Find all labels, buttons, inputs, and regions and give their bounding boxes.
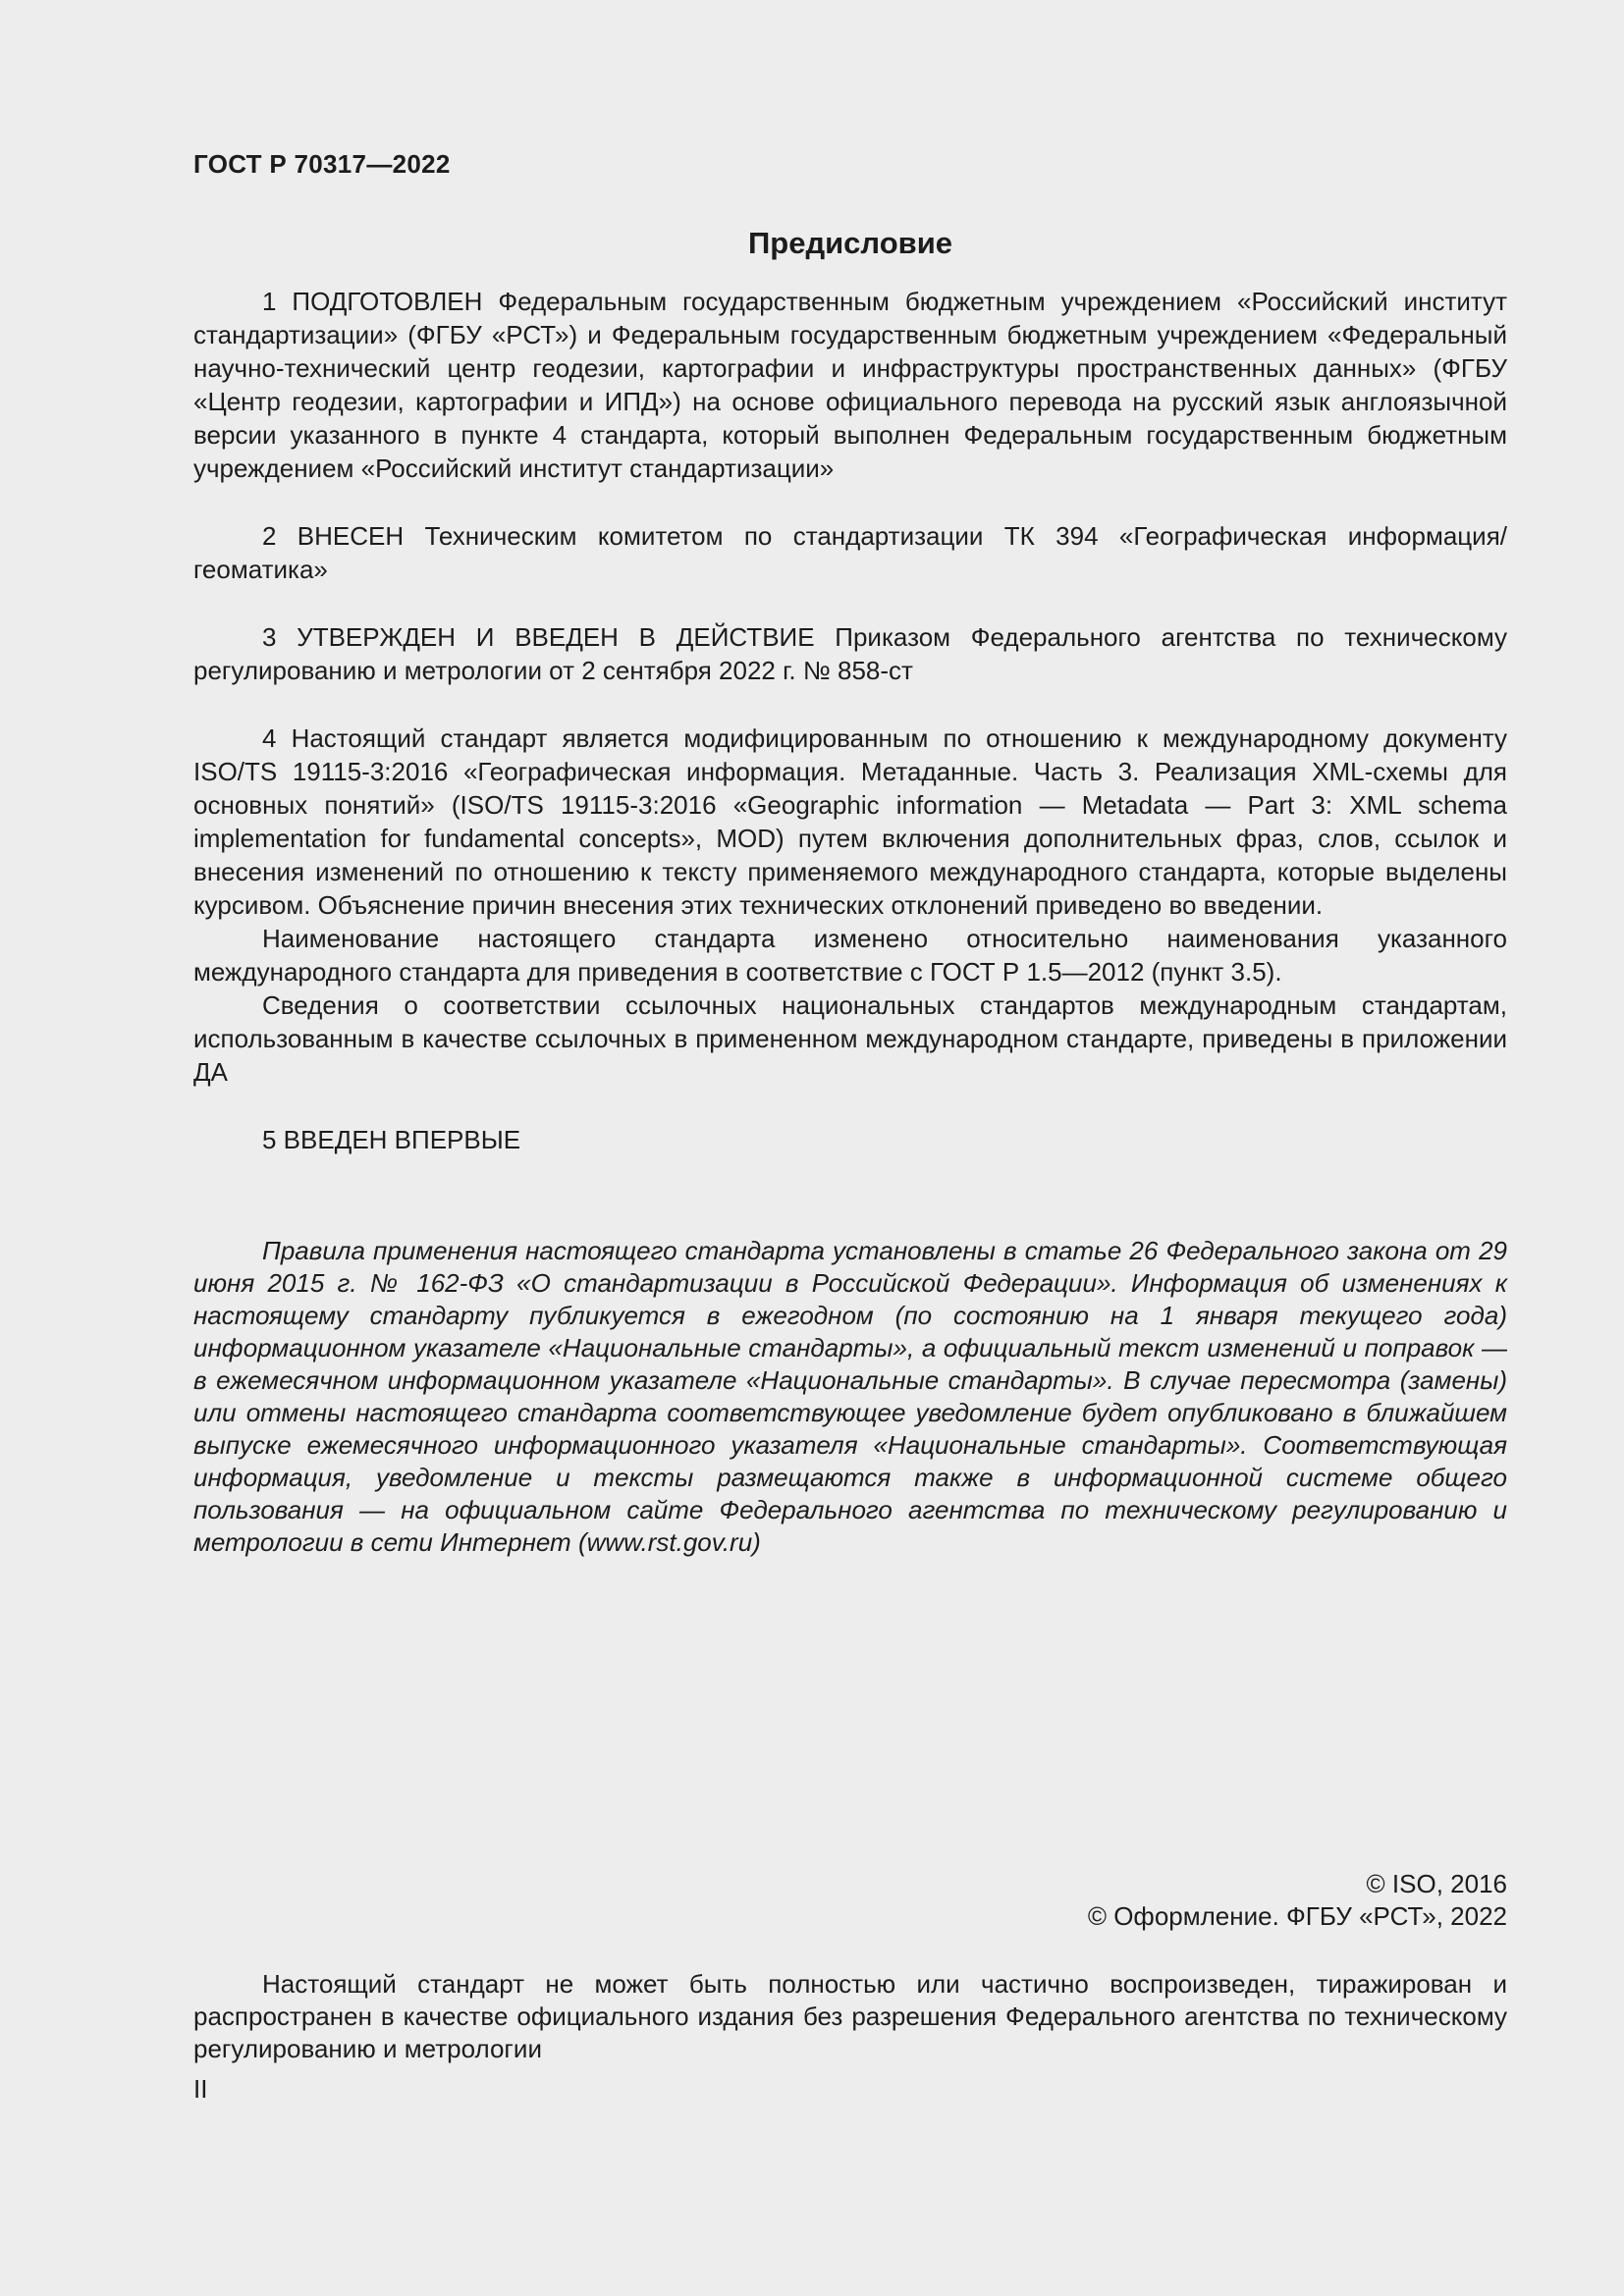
copyright-iso: © ISO, 2016	[1366, 1869, 1507, 1898]
document-id-header: ГОСТ Р 70317—2022	[193, 149, 451, 179]
page-number: II	[193, 2074, 208, 2104]
foreword-body	[193, 285, 1507, 1156]
reproduction-notice: Настоящий стандарт не может быть полностью или частично воспроизведен, тиражирован и распространен в качестве официального издания без разрешения Федерального агентства по техническому регулированию и метрологии	[193, 1969, 1507, 2063]
paragraph-prepared: 1 ПОДГОТОВЛЕН Федеральным государственным бюджетным учреждением «Российский институт стандартизации» (ФГБУ «РСТ») и Федеральным государственным бюджетным учреждением «Федеральный научно-технический центр геодезии, картографии и инфраструктуры пространственных данных» (ФГБУ «Центр геодезии, картографии и ИПД») на основе официального перевода на русский язык англоязычной версии указанного в пункте 4 стандарта, который выполнен Федеральным государственным бюджетным учреждением «Российский институт стандартизации»	[193, 287, 1507, 483]
paragraph-approved: 3 УТВЕРЖДЕН И ВВЕДЕН В ДЕЙСТВИЕ Приказом Федерального агентства по техническому регулированию и метрологии от 2 сентября 2022 г. № 858-ст	[193, 622, 1507, 685]
paragraph-modified: 4 Настоящий стандарт является модифицированным по отношению к международному документу ISO/TS 19115-3:2016 «Географическая информация. Метаданные. Часть 3. Реализация XML-схемы для основных понятий» (ISO/TS 19115-3:2016 «Geographic information — Metadata — Part 3: XML schema implementation for fundamental concepts», MOD) путем включения дополнительных фраз, слов, ссылок и внесения изменений по отношению к тексту применяемого международного стандарта, которые выделены курсивом. Объяснение причин внесения этих технических отклонений приведено во введении.	[193, 723, 1507, 920]
paragraph-first-introduced: 5 ВВЕДЕН ВПЕРВЫЕ	[262, 1125, 521, 1154]
page-title: Предисловие	[747, 226, 952, 260]
application-rules-notice: Правила применения настоящего стандарта установлены в статье 26 Федерального закона от 29 июня 2015 г. № 162-ФЗ «О стандартизации в Российской Федерации». Информация об изменениях к настоящему стандарту публикуется в ежегодном (по состоянию на 1 января текущего года) информационном указателе «Национальные стандарты», а официальный текст изменений и поправок — в ежемесячном информационном указателе «Национальные стандарты». В случае пересмотра (замены) или отмены настоящего стандарта соответствующее уведомление будет опубликовано в ближайшем выпуске ежемесячного информационного указателя «Национальные стандарты». Соответствующая информация, уведомление и тексты размещаются также в информационной системе общего пользования — на официальном сайте Федерального агентства по техническому регулированию и метрологии в сети Интернет (www.rst.gov.ru)	[193, 1236, 1507, 1557]
copyright-design: © Оформление. ФГБУ «РСТ», 2022	[1087, 1901, 1507, 1931]
copyright-block	[193, 1868, 1507, 1933]
paragraph-references: Сведения о соответствии ссылочных национальных стандартов международным стандартам, использованным в качестве ссылочных в примененном международном стандарте, приведены в приложении ДА	[193, 990, 1507, 1087]
paragraph-name-changed: Наименование настоящего стандарта изменено относительно наименования указанного международного стандарта для приведения в соответствие с ГОСТ Р 1.5—2012 (пункт 3.5).	[193, 924, 1507, 987]
paragraph-introduced: 2 ВНЕСЕН Техническим комитетом по стандартизации ТК 394 «Географическая информация/геоматика»	[193, 521, 1507, 584]
